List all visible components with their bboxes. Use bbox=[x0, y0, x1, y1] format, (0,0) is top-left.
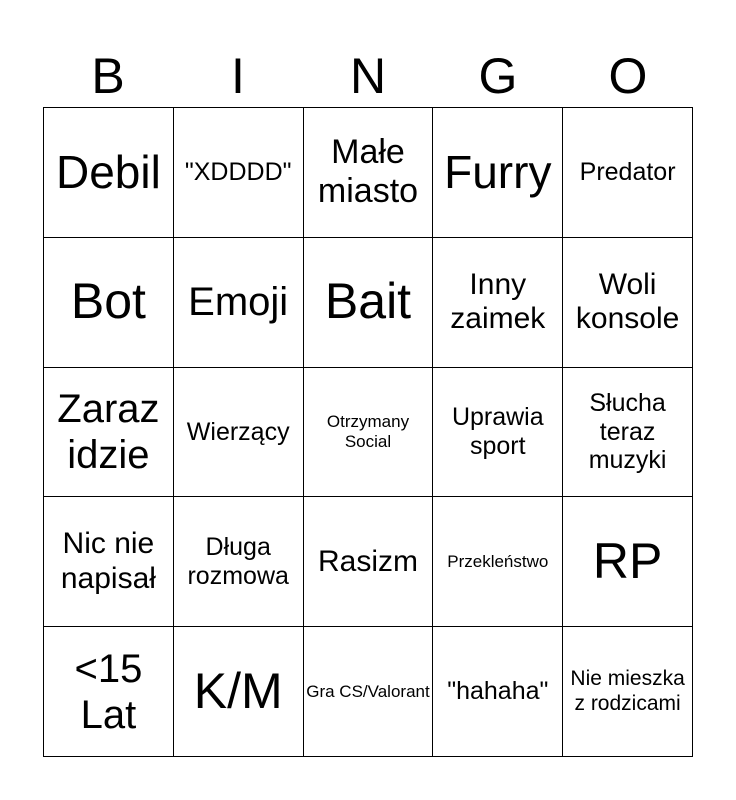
bingo-cell[interactable]: Predator bbox=[563, 108, 693, 238]
bingo-cell[interactable]: Wierzący bbox=[174, 368, 304, 498]
bingo-cell[interactable]: Rasizm bbox=[304, 497, 434, 627]
bingo-cell[interactable]: Słucha teraz muzyki bbox=[563, 368, 693, 498]
bingo-cell[interactable]: Otrzymany Social bbox=[304, 368, 434, 498]
bingo-cell[interactable]: Nic nie napisał bbox=[44, 497, 174, 627]
bingo-cell[interactable]: <15 Lat bbox=[44, 627, 174, 757]
header-letter-n: N bbox=[349, 48, 387, 104]
header-letter-g: G bbox=[478, 48, 518, 104]
bingo-cell[interactable]: Inny zaimek bbox=[433, 238, 563, 368]
bingo-cell[interactable]: "hahaha" bbox=[433, 627, 563, 757]
bingo-cell[interactable]: Małe miasto bbox=[304, 108, 434, 238]
bingo-cell[interactable]: Emoji bbox=[174, 238, 304, 368]
bingo-cell[interactable]: Nie mieszka z rodzicami bbox=[563, 627, 693, 757]
bingo-cell[interactable]: Przekleństwo bbox=[433, 497, 563, 627]
bingo-cell[interactable]: K/M bbox=[174, 627, 304, 757]
bingo-cell[interactable]: Bait bbox=[304, 238, 434, 368]
bingo-header bbox=[43, 48, 693, 104]
bingo-cell[interactable]: Zaraz idzie bbox=[44, 368, 174, 498]
bingo-cell[interactable]: Debil bbox=[44, 108, 174, 238]
header-letter-o: O bbox=[608, 48, 648, 104]
bingo-cell[interactable]: Długa rozmowa bbox=[174, 497, 304, 627]
bingo-cell[interactable]: Bot bbox=[44, 238, 174, 368]
bingo-cell[interactable]: Uprawia sport bbox=[433, 368, 563, 498]
bingo-cell[interactable]: Woli konsole bbox=[563, 238, 693, 368]
header-letter-i: I bbox=[231, 48, 245, 104]
bingo-cell[interactable]: Furry bbox=[433, 108, 563, 238]
bingo-cell[interactable]: Gra CS/Valorant bbox=[304, 627, 434, 757]
bingo-grid bbox=[43, 107, 693, 757]
bingo-cell[interactable]: RP bbox=[563, 497, 693, 627]
header-letter-b: B bbox=[91, 48, 125, 104]
bingo-cell[interactable]: "XDDDD" bbox=[174, 108, 304, 238]
